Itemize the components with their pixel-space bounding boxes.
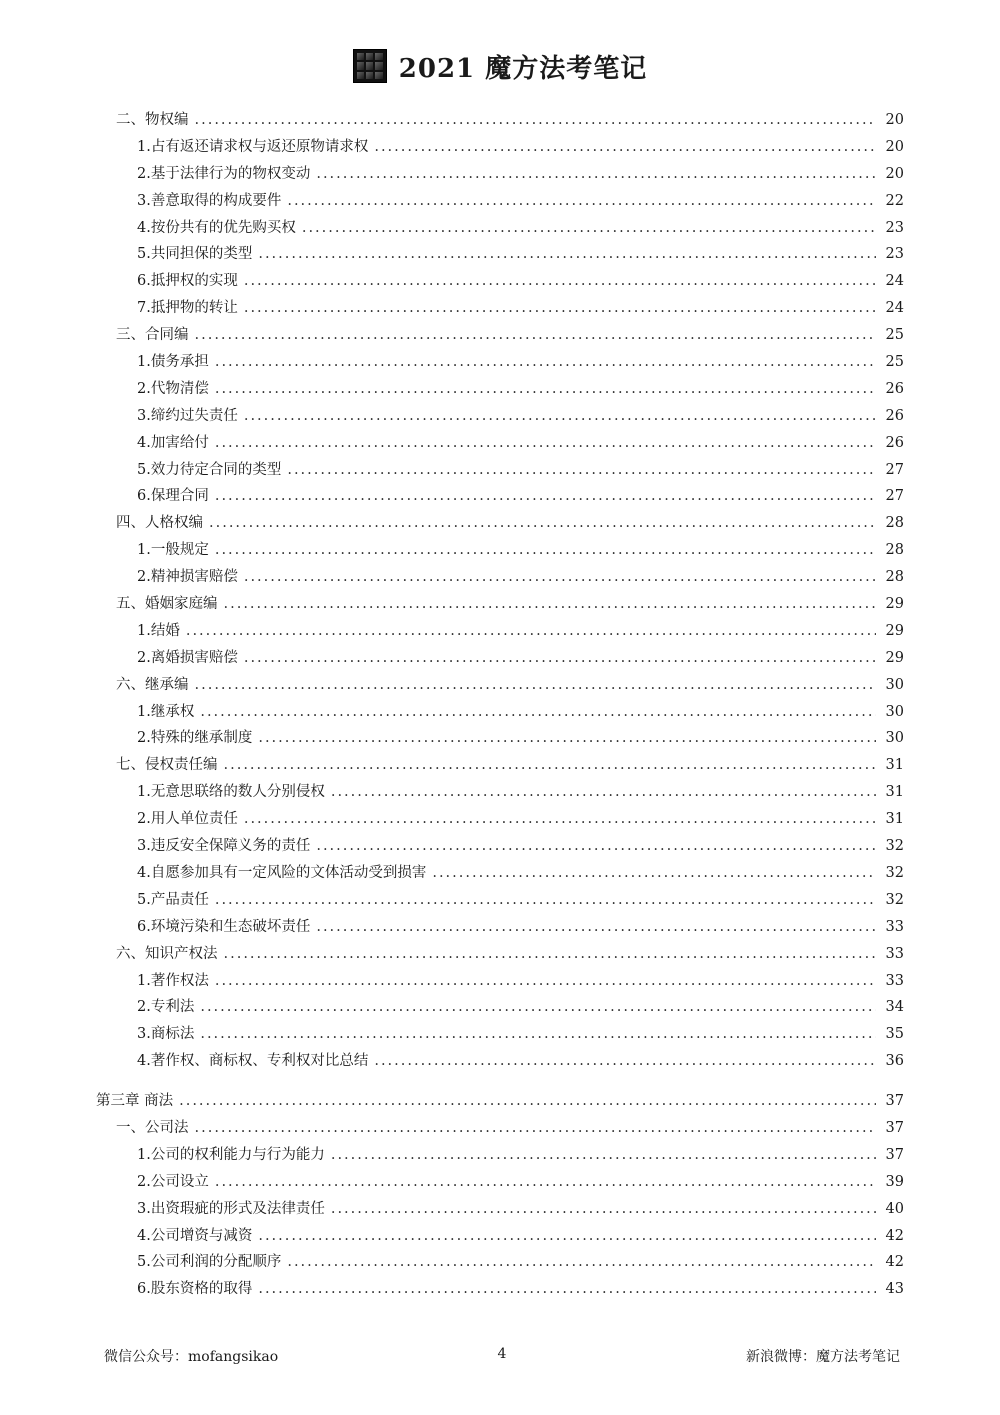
toc-dot-leader	[224, 752, 877, 779]
toc-entry-title: 3.善意取得的构成要件	[137, 192, 282, 209]
toc-entry-title: 1.公司的权利能力与行为能力	[137, 1146, 325, 1163]
toc-page-number: 25	[885, 354, 904, 371]
toc-page-number: 26	[885, 380, 904, 397]
toc-page-number: 20	[885, 112, 904, 128]
toc-entry[interactable]	[96, 914, 904, 941]
toc-page-number: 37	[885, 1146, 904, 1163]
toc-dot-leader	[224, 591, 877, 618]
toc-dot-leader	[432, 860, 876, 887]
toc-page-number: 43	[885, 1281, 904, 1298]
page-footer	[104, 1346, 900, 1366]
toc-entry-title: 2.精神损害赔偿	[137, 569, 238, 586]
toc-entry-title: 2.离婚损害赔偿	[137, 649, 238, 666]
toc-page-number: 30	[885, 703, 904, 720]
toc-dot-leader	[186, 618, 876, 645]
toc-page-number: 28	[885, 542, 904, 559]
toc-entry-title: 6.保理合同	[137, 488, 209, 505]
toc-dot-leader	[374, 1048, 876, 1075]
toc-entry[interactable]	[96, 860, 904, 887]
toc-page-number: 29	[885, 622, 904, 639]
toc-page-number: 24	[885, 300, 904, 317]
toc-entry[interactable]	[96, 1021, 904, 1048]
footer-page-number: 4	[497, 1346, 507, 1362]
toc-section[interactable]	[96, 322, 904, 349]
toc-page-number: 23	[885, 246, 904, 263]
toc-dot-leader	[302, 215, 876, 242]
toc-dot-leader	[331, 779, 876, 806]
toc-page-number: 25	[885, 327, 904, 344]
toc-entry[interactable]	[96, 537, 904, 564]
toc-page-number: 28	[885, 569, 904, 586]
toc-dot-leader	[331, 1142, 876, 1169]
toc-entry[interactable]	[96, 457, 904, 484]
toc-entry-title: 2.代物清偿	[137, 380, 209, 397]
toc-dot-leader	[244, 295, 876, 322]
toc-dot-leader	[195, 107, 877, 134]
toc-section[interactable]	[96, 941, 904, 968]
toc-dot-leader	[258, 1276, 876, 1303]
toc-entry-title: 3.违反安全保障义务的责任	[137, 838, 311, 855]
toc-page-number: 32	[885, 891, 904, 908]
toc-section[interactable]	[96, 672, 904, 699]
toc-dot-leader	[287, 188, 876, 215]
toc-entry[interactable]	[96, 1169, 904, 1196]
toc-dot-leader	[215, 537, 876, 564]
toc-chapter[interactable]	[96, 1088, 904, 1115]
toc-section[interactable]	[96, 510, 904, 537]
toc-dot-leader	[215, 887, 876, 914]
toc-entry-title: 四、人格权编	[116, 515, 203, 532]
toc-page-number: 37	[885, 1119, 904, 1136]
toc-page-number: 40	[885, 1200, 904, 1217]
toc-entry-title: 三、合同编	[116, 327, 189, 344]
toc-page-number: 32	[885, 838, 904, 855]
toc-dot-leader	[244, 564, 876, 591]
toc-entry-title: 2.用人单位责任	[137, 811, 238, 828]
toc-entry[interactable]	[96, 645, 904, 672]
toc-dot-leader	[316, 914, 876, 941]
toc-entry-title: 3.出资瑕疵的形式及法律责任	[137, 1200, 325, 1217]
footer-wechat: 微信公众号：mofangsikao	[104, 1349, 279, 1365]
toc-entry-title: 2.特殊的继承制度	[137, 730, 253, 747]
toc-entry-title: 二、物权编	[116, 112, 189, 128]
toc-dot-leader	[258, 725, 876, 752]
toc-page-number: 39	[885, 1173, 904, 1190]
toc-entry[interactable]	[96, 376, 904, 403]
toc-page-number: 33	[885, 972, 904, 989]
toc-entry[interactable]	[96, 161, 904, 188]
toc-entry-title: 6.抵押权的实现	[137, 273, 238, 290]
toc-entry[interactable]	[96, 268, 904, 295]
toc-entry-title: 六、知识产权法	[116, 945, 218, 962]
toc-dot-leader	[224, 941, 877, 968]
toc-entry[interactable]	[96, 295, 904, 322]
toc-page-number: 29	[885, 649, 904, 666]
toc-entry[interactable]	[96, 1196, 904, 1223]
toc-entry-title: 2.基于法律行为的物权变动	[137, 165, 311, 182]
toc-entry[interactable]	[96, 564, 904, 591]
toc-dot-leader	[244, 268, 876, 295]
toc-page-number: 29	[885, 596, 904, 613]
toc-dot-leader	[215, 1169, 876, 1196]
toc-entry-title: 1.结婚	[137, 622, 180, 639]
toc-dot-leader	[244, 403, 876, 430]
toc-entry-title: 1.继承权	[137, 703, 195, 720]
toc-dot-leader	[215, 483, 876, 510]
toc-section[interactable]	[96, 1115, 904, 1142]
toc-entry[interactable]	[96, 188, 904, 215]
toc-entry-title: 第三章 商法	[96, 1093, 174, 1110]
toc-entry[interactable]	[96, 430, 904, 457]
toc-section[interactable]	[96, 752, 904, 779]
toc-entry-title: 6.环境污染和生态破坏责任	[137, 918, 311, 935]
toc-entry[interactable]	[96, 968, 904, 995]
toc-entry-title: 1.著作权法	[137, 972, 209, 989]
toc-entry-title: 1.占有返还请求权与返还原物请求权	[137, 138, 369, 155]
toc-dot-leader	[244, 645, 876, 672]
toc-page-number: 22	[885, 192, 904, 209]
toc-entry-title: 4.按份共有的优先购买权	[137, 219, 296, 236]
toc-entry-title: 1.无意思联络的数人分别侵权	[137, 784, 325, 801]
toc-page-number: 26	[885, 407, 904, 424]
toc-entry-title: 1.一般规定	[137, 542, 209, 559]
toc-dot-leader	[316, 833, 876, 860]
toc-entry[interactable]	[96, 241, 904, 268]
toc-entry-title: 六、继承编	[116, 676, 189, 693]
toc-dot-leader	[209, 510, 876, 537]
toc-entry[interactable]	[96, 779, 904, 806]
toc-page-number: 32	[885, 864, 904, 881]
toc-entry-title: 1.债务承担	[137, 354, 209, 371]
toc-page-number: 30	[885, 730, 904, 747]
toc-entry[interactable]	[96, 403, 904, 430]
toc-page-number: 26	[885, 434, 904, 451]
toc-page-number: 30	[885, 676, 904, 693]
toc-page-number: 27	[885, 488, 904, 505]
page-header	[0, 44, 1000, 88]
page-title: 2021 魔方法考笔记	[398, 53, 648, 84]
toc-page-number: 42	[885, 1227, 904, 1244]
toc-entry[interactable]	[96, 1276, 904, 1303]
rubiks-cube-icon	[353, 49, 387, 83]
toc-dot-leader	[287, 457, 876, 484]
toc-page-number: 33	[885, 945, 904, 962]
toc-page-number: 28	[885, 515, 904, 532]
toc-section[interactable]	[96, 591, 904, 618]
toc-dot-leader	[215, 349, 876, 376]
toc-entry-title: 七、侵权责任编	[116, 757, 218, 774]
toc-page-number: 36	[885, 1053, 904, 1070]
toc-entry[interactable]	[96, 349, 904, 376]
toc-dot-leader	[316, 161, 876, 188]
toc-entry[interactable]	[96, 699, 904, 726]
toc-entry[interactable]	[96, 483, 904, 510]
toc-page-number: 35	[885, 1026, 904, 1043]
toc-page-number: 23	[885, 219, 904, 236]
toc-page-number: 31	[885, 811, 904, 828]
toc-page-number: 20	[885, 165, 904, 182]
toc-entry[interactable]	[96, 833, 904, 860]
toc-entry-title: 5.公司利润的分配顺序	[137, 1254, 282, 1271]
toc-page-number: 33	[885, 918, 904, 935]
toc-entry-title: 5.共同担保的类型	[137, 246, 253, 263]
toc-entry[interactable]	[96, 1142, 904, 1169]
toc-dot-leader	[200, 1021, 876, 1048]
toc-dot-leader	[195, 322, 877, 349]
toc-entry[interactable]	[96, 134, 904, 161]
toc-entry[interactable]	[96, 887, 904, 914]
toc-entry-title: 7.抵押物的转让	[137, 300, 238, 317]
toc-page-number: 42	[885, 1254, 904, 1271]
toc-dot-leader	[195, 1115, 877, 1142]
toc-dot-leader	[179, 1088, 876, 1115]
toc-dot-leader	[258, 1223, 876, 1250]
toc-dot-leader	[215, 376, 876, 403]
toc-page-number: 24	[885, 273, 904, 290]
toc-entry-title: 一、公司法	[116, 1119, 189, 1136]
toc-entry-title: 4.加害给付	[137, 434, 209, 451]
footer-weibo: 新浪微博：魔方法考笔记	[745, 1349, 900, 1365]
toc-entry-title: 3.商标法	[137, 1026, 195, 1043]
toc-dot-leader	[287, 1249, 876, 1276]
toc-entry-title: 3.缔约过失责任	[137, 407, 238, 424]
toc-entry[interactable]	[96, 618, 904, 645]
toc-entry[interactable]	[96, 994, 904, 1021]
toc-entry[interactable]	[96, 806, 904, 833]
toc-dot-leader	[258, 241, 876, 268]
toc-entry[interactable]	[96, 725, 904, 752]
toc-entry-title: 5.效力待定合同的类型	[137, 461, 282, 478]
toc-dot-leader	[331, 1196, 876, 1223]
toc-dot-leader	[244, 806, 876, 833]
toc-section[interactable]	[96, 107, 904, 134]
toc-entry-title: 五、婚姻家庭编	[116, 596, 218, 613]
toc-entry[interactable]	[96, 215, 904, 242]
toc-page-number: 31	[885, 784, 904, 801]
toc-dot-leader	[195, 672, 877, 699]
toc-entry-title: 2.专利法	[137, 999, 195, 1016]
toc-dot-leader	[200, 994, 876, 1021]
toc-entry-title: 5.产品责任	[137, 891, 209, 908]
toc-entry-title: 4.自愿参加具有一定风险的文体活动受到损害	[137, 864, 427, 881]
toc-entry-title: 2.公司设立	[137, 1173, 209, 1190]
toc-entry[interactable]	[96, 1223, 904, 1250]
toc-dot-leader	[200, 699, 876, 726]
toc-page-number: 37	[885, 1093, 904, 1110]
toc-entry-title: 4.著作权、商标权、专利权对比总结	[137, 1053, 369, 1070]
toc-entry[interactable]	[96, 1048, 904, 1075]
toc-page-number: 31	[885, 757, 904, 774]
toc-page-number: 20	[885, 138, 904, 155]
toc-dot-leader	[215, 968, 876, 995]
toc-entry[interactable]	[96, 1249, 904, 1276]
toc-entry-title: 6.股东资格的取得	[137, 1281, 253, 1298]
toc-entry-title: 4.公司增资与减资	[137, 1227, 253, 1244]
toc-dot-leader	[374, 134, 876, 161]
toc-page-number: 27	[885, 461, 904, 478]
table-of-contents	[96, 107, 904, 1303]
toc-dot-leader	[215, 430, 876, 457]
toc-page-number: 34	[885, 999, 904, 1016]
